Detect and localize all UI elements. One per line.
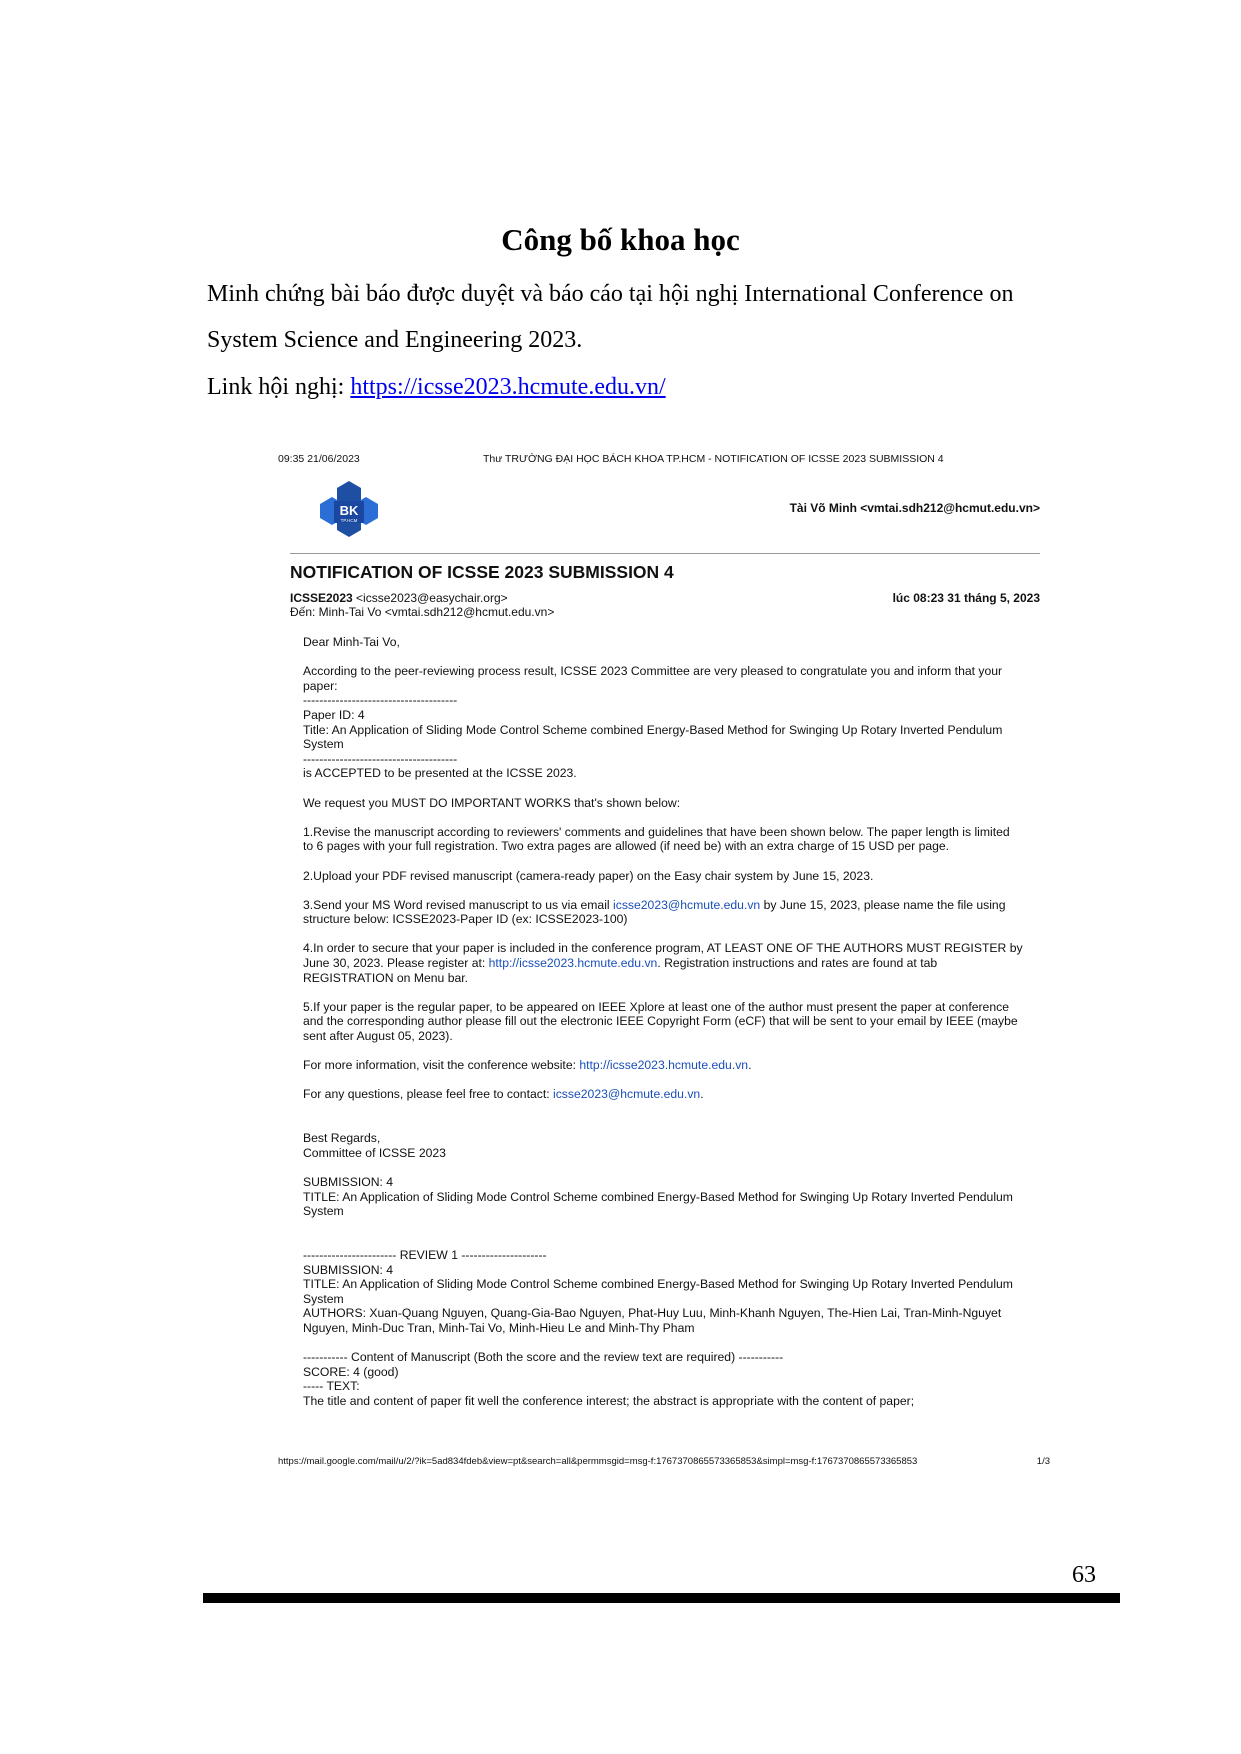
regards: Best Regards,	[303, 1131, 381, 1146]
request-text: We request you MUST DO IMPORTANT WORKS that's shown below:	[303, 795, 681, 810]
svg-text:BK: BK	[339, 503, 359, 518]
recipient: Đến: Minh-Tai Vo <vmtai.sdh212@hcmut.edu.vn>	[290, 605, 555, 619]
separator: --------------------------------------	[303, 751, 458, 766]
separator: --------------------------------------	[303, 693, 458, 708]
print-footer-url: https://mail.google.com/mail/u/2/?ik=5ad834fdeb&view=pt&search=all&permmsgid=msg-f:1767370865573365853&simpl=msg-f:1767370865573365853	[278, 1456, 918, 1467]
print-title: Thư TRƯỜNG ĐẠI HỌC BÁCH KHOA TP.HCM - NOTIFICATION OF ICSSE 2023 SUBMISSION 4	[483, 453, 944, 465]
review-score: SCORE: 4 (good)	[303, 1364, 399, 1379]
paper-id: Paper ID: 4	[303, 707, 365, 722]
paper-title: Title: An Application of Sliding Mode Control Scheme combined Energy-Based Method for Swinging Up Rotary Inverted Pendulum System	[303, 722, 1003, 752]
website-link[interactable]: http://icsse2023.hcmute.edu.vn	[579, 1058, 749, 1073]
sender-name: ICSSE2023	[290, 591, 353, 605]
accepted-text: is ACCEPTED to be presented at the ICSSE 2023.	[303, 766, 577, 781]
footer-rule	[203, 1593, 1120, 1603]
email-body	[303, 635, 1023, 1408]
item-5: 5.If your paper is the regular paper, to be appeared on IEEE Xplore at least one of the author must present the paper at conference and the corresponding author please fill out the electronic IEEE Copyright Form (eCF) that will be sent to your email by IEEE (maybe sent after August 05, 2023).	[303, 999, 1018, 1044]
committee: Committee of ICSSE 2023	[303, 1145, 446, 1160]
print-time: 09:35 21/06/2023	[278, 453, 360, 465]
print-page-number: 1/3	[1036, 1456, 1050, 1467]
questions: For any questions, please feel free to contact: icsse2023@hcmute.edu.vn.	[303, 1087, 704, 1102]
email-subject: NOTIFICATION OF ICSSE 2023 SUBMISSION 4	[290, 553, 1040, 583]
submission-title: TITLE: An Application of Sliding Mode Control Scheme combined Energy-Based Method for Swinging Up Rotary Inverted Pendulum System	[303, 1189, 1013, 1219]
item-2: 2.Upload your PDF revised manuscript (camera-ready paper) on the Easy chair system by June 15, 2023.	[303, 868, 874, 883]
text-label: ----- TEXT:	[303, 1379, 360, 1394]
review-authors: AUTHORS: Xuan-Quang Nguyen, Quang-Gia-Bao Nguyen, Phat-Huy Luu, Minh-Khanh Nguyen, The-Hien Lai, Tran-Minh-Nguyet Nguyen, Minh-Duc Tran, Minh-Tai Vo, Minh-Hieu Le and Minh-Thy Pham	[303, 1306, 1002, 1335]
page-heading: Công bố khoa học	[501, 222, 740, 257]
bk-logo-icon	[318, 479, 380, 539]
email-date: lúc 08:23 31 tháng 5, 2023	[892, 591, 1040, 605]
item-1: 1.Revise the manuscript according to reviewers' comments and guidelines that have been shown below. The paper length is limited to 6 pages with your full registration. Two extra pages are allowed (if need be) with an extra charge of 15 USD per page.	[303, 824, 1010, 854]
sender-address: <icsse2023@easychair.org>	[352, 591, 508, 605]
account-address: Tài Võ Minh <vmtai.sdh212@hcmut.edu.vn>	[789, 501, 1040, 515]
link-prefix: Link hội nghị:	[207, 374, 351, 400]
email-link[interactable]: icsse2023@hcmute.edu.vn	[613, 897, 761, 912]
review-text: The title and content of paper fit well the conference interest; the abstract is appropriate with the content of paper;	[303, 1393, 915, 1408]
conference-link[interactable]: https://icsse2023.hcmute.edu.vn/	[350, 374, 666, 400]
intro-line-1: Minh chứng bài báo được duyệt và báo cáo tại hội nghị International Conference on	[207, 281, 1014, 307]
svg-text:TP.HCM: TP.HCM	[340, 518, 358, 523]
sender-block	[290, 591, 554, 619]
item-3: 3.Send your MS Word revised manuscript to us via email icsse2023@hcmute.edu.vn by June 15, 2023, please name the file using structure below: ICSSE2023-Paper ID (ex: ICSSE2023-100)	[303, 897, 1006, 927]
review-title: TITLE: An Application of Sliding Mode Control Scheme combined Energy-Based Method for Swinging Up Rotary Inverted Pendulum System	[303, 1277, 1013, 1306]
website-link[interactable]: http://icsse2023.hcmute.edu.vn	[488, 956, 658, 971]
review-header: ----------------------- REVIEW 1 ---------------------	[303, 1247, 547, 1262]
page-number: 63	[1072, 1562, 1096, 1588]
intro-text: According to the peer-reviewing process result, ICSSE 2023 Committee are very pleased to congratulate you and inform that your paper:	[303, 664, 1003, 693]
email-link[interactable]: icsse2023@hcmute.edu.vn	[553, 1087, 701, 1102]
conference-link-line	[207, 374, 666, 401]
more-info: For more information, visit the conference website: http://icsse2023.hcmute.edu.vn.	[303, 1058, 752, 1073]
review-submission: SUBMISSION: 4	[303, 1262, 394, 1277]
greeting: Dear Minh-Tai Vo,	[303, 635, 400, 649]
intro-line-2: System Science and Engineering 2023.	[207, 327, 583, 353]
submission-number: SUBMISSION: 4	[303, 1174, 394, 1189]
content-header: ----------- Content of Manuscript (Both the score and the review text are required) -----------	[303, 1350, 784, 1365]
email-screenshot	[278, 445, 1054, 1467]
item-4: 4.In order to secure that your paper is included in the conference program, AT LEAST ONE OF THE AUTHORS MUST REGISTER by June 30, 2023. Please register at: http://icsse2023.hcmute.edu.vn. Registration instructions and rates are found at tab REGISTRATION on Menu bar.	[303, 941, 1023, 985]
